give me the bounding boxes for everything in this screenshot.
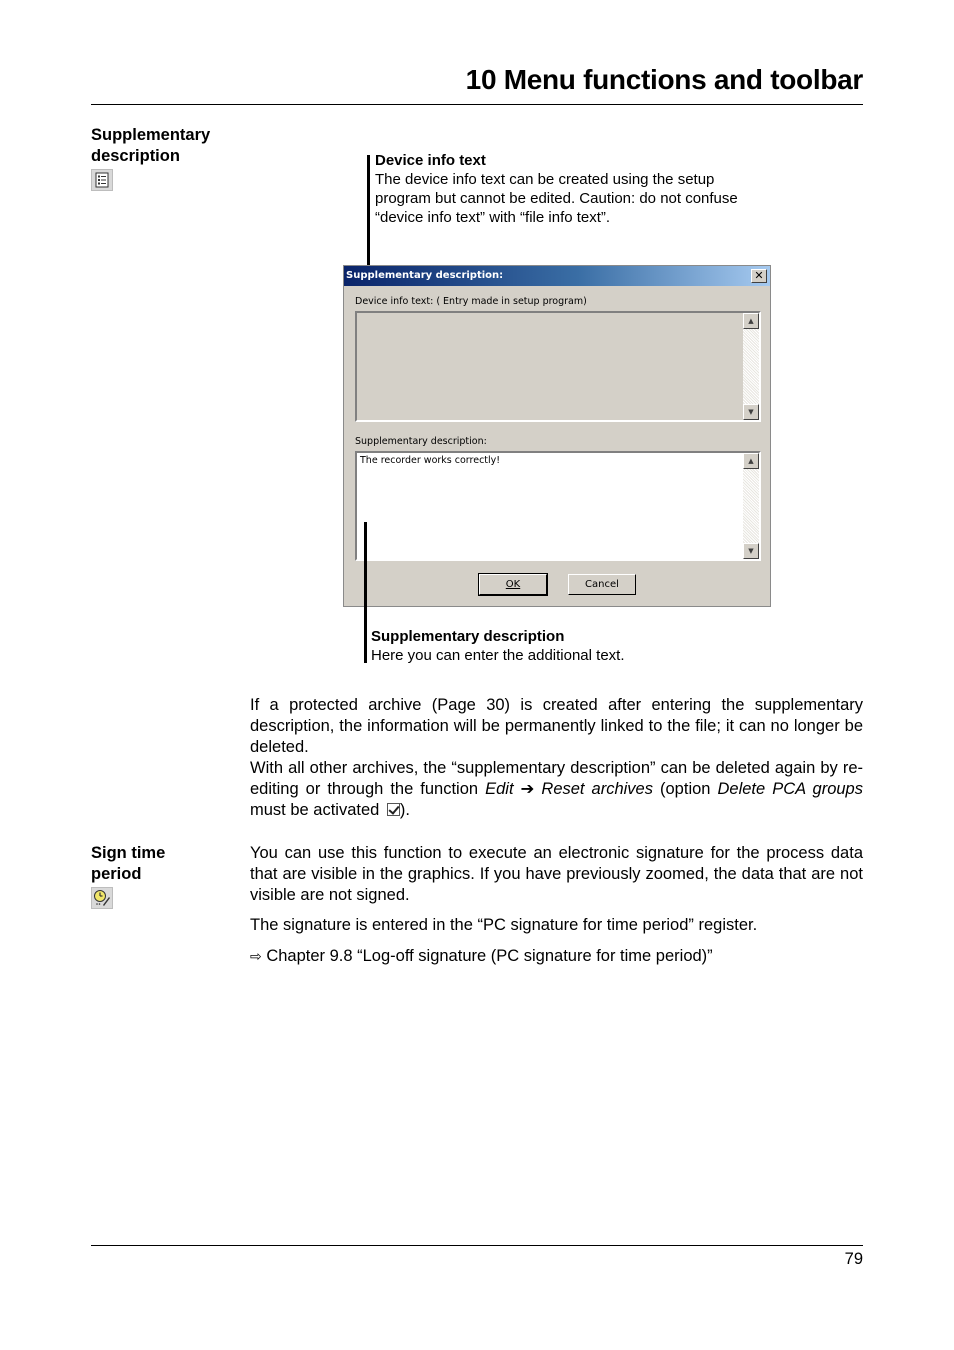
page-number: 79 <box>844 1250 863 1268</box>
paragraph-text: If a protected archive (Page 30) is created after entering the supplementary description, the information will be permanently linked to the file; it can no longer be deleted. <box>250 696 863 756</box>
dialog-title: Supplementary description: <box>346 270 504 281</box>
callout-text: program but cannot be edited. Caution: do not confuse <box>375 190 738 207</box>
supplementary-value: The recorder works correctly! <box>360 455 501 466</box>
chapter-title: 10 Menu functions and toolbar <box>465 64 863 95</box>
text-run: must be activated <box>250 801 384 819</box>
arrow-glyph: ➔ <box>513 780 542 798</box>
callout-text: “device info text” with “file info text”. <box>375 209 611 226</box>
section-heading-sign-time <box>91 843 165 885</box>
body-paragraph: The signature is entered in the “PC signature for time period” register. <box>250 916 758 934</box>
paragraph-text <box>250 758 863 821</box>
arrow-right-icon: ⇨ <box>250 948 262 964</box>
callout-title: Device info text <box>375 152 486 169</box>
callout-device-info <box>375 151 795 227</box>
scroll-up-icon[interactable]: ▲ <box>743 453 759 469</box>
cancel-button[interactable] <box>568 574 636 595</box>
supplementary-scrollbar[interactable] <box>743 453 759 559</box>
chapter-reference <box>250 946 863 967</box>
text-run: ). <box>399 801 410 819</box>
device-info-scrollbar[interactable] <box>743 313 759 420</box>
section-heading-supplementary <box>91 125 210 167</box>
body-paragraph <box>250 695 863 821</box>
callout-text: The device info text can be created using the setup <box>375 171 715 188</box>
heading-line: Supplementary <box>91 126 211 144</box>
function-name: Reset archives <box>541 780 653 798</box>
document-list-icon <box>91 169 113 191</box>
reference-link[interactable]: Chapter 9.8 “Log-off signature (PC signature for time period)” <box>266 947 713 965</box>
body-paragraph: You can use this function to execute an electronic signature for the process data that are visible in the graphics. If you have previously zoomed, the data that are not visible are not signed. <box>250 844 863 904</box>
callout-text: Here you can enter the additional text. <box>371 647 625 664</box>
callout-supplementary <box>371 627 771 665</box>
supplementary-label: Supplementary description: <box>355 436 487 447</box>
ok-button[interactable] <box>479 574 547 595</box>
menu-name: Edit <box>485 780 514 798</box>
scroll-down-icon[interactable]: ▼ <box>743 404 759 420</box>
heading-line: description <box>91 147 180 165</box>
cancel-label: Cancel <box>585 579 619 590</box>
callout-title: Supplementary description <box>371 628 565 645</box>
supplementary-textarea[interactable] <box>355 451 761 561</box>
clock-sign-icon <box>91 887 113 909</box>
scroll-up-icon[interactable]: ▲ <box>743 313 759 329</box>
text-run: With all other archives, the “supplementary description” can be deleted again by re-editing or through the function <box>250 759 863 798</box>
dialog-titlebar <box>344 266 770 286</box>
device-info-label: Device info text: ( Entry made in setup program) <box>355 296 587 307</box>
supplementary-description-dialog <box>343 265 771 607</box>
device-info-textarea <box>355 311 761 422</box>
ok-label: OK <box>505 579 521 590</box>
heading-line: period <box>91 865 142 883</box>
callout-leader-line <box>364 522 367 663</box>
text-run: (option <box>652 780 718 798</box>
header-rule <box>91 104 863 105</box>
close-icon[interactable]: ✕ <box>751 269 767 283</box>
scroll-down-icon[interactable]: ▼ <box>743 543 759 559</box>
heading-line: Sign time <box>91 844 166 862</box>
footer-rule <box>91 1245 863 1246</box>
checkbox-checked-icon <box>387 803 400 816</box>
option-name: Delete PCA groups <box>717 780 863 798</box>
